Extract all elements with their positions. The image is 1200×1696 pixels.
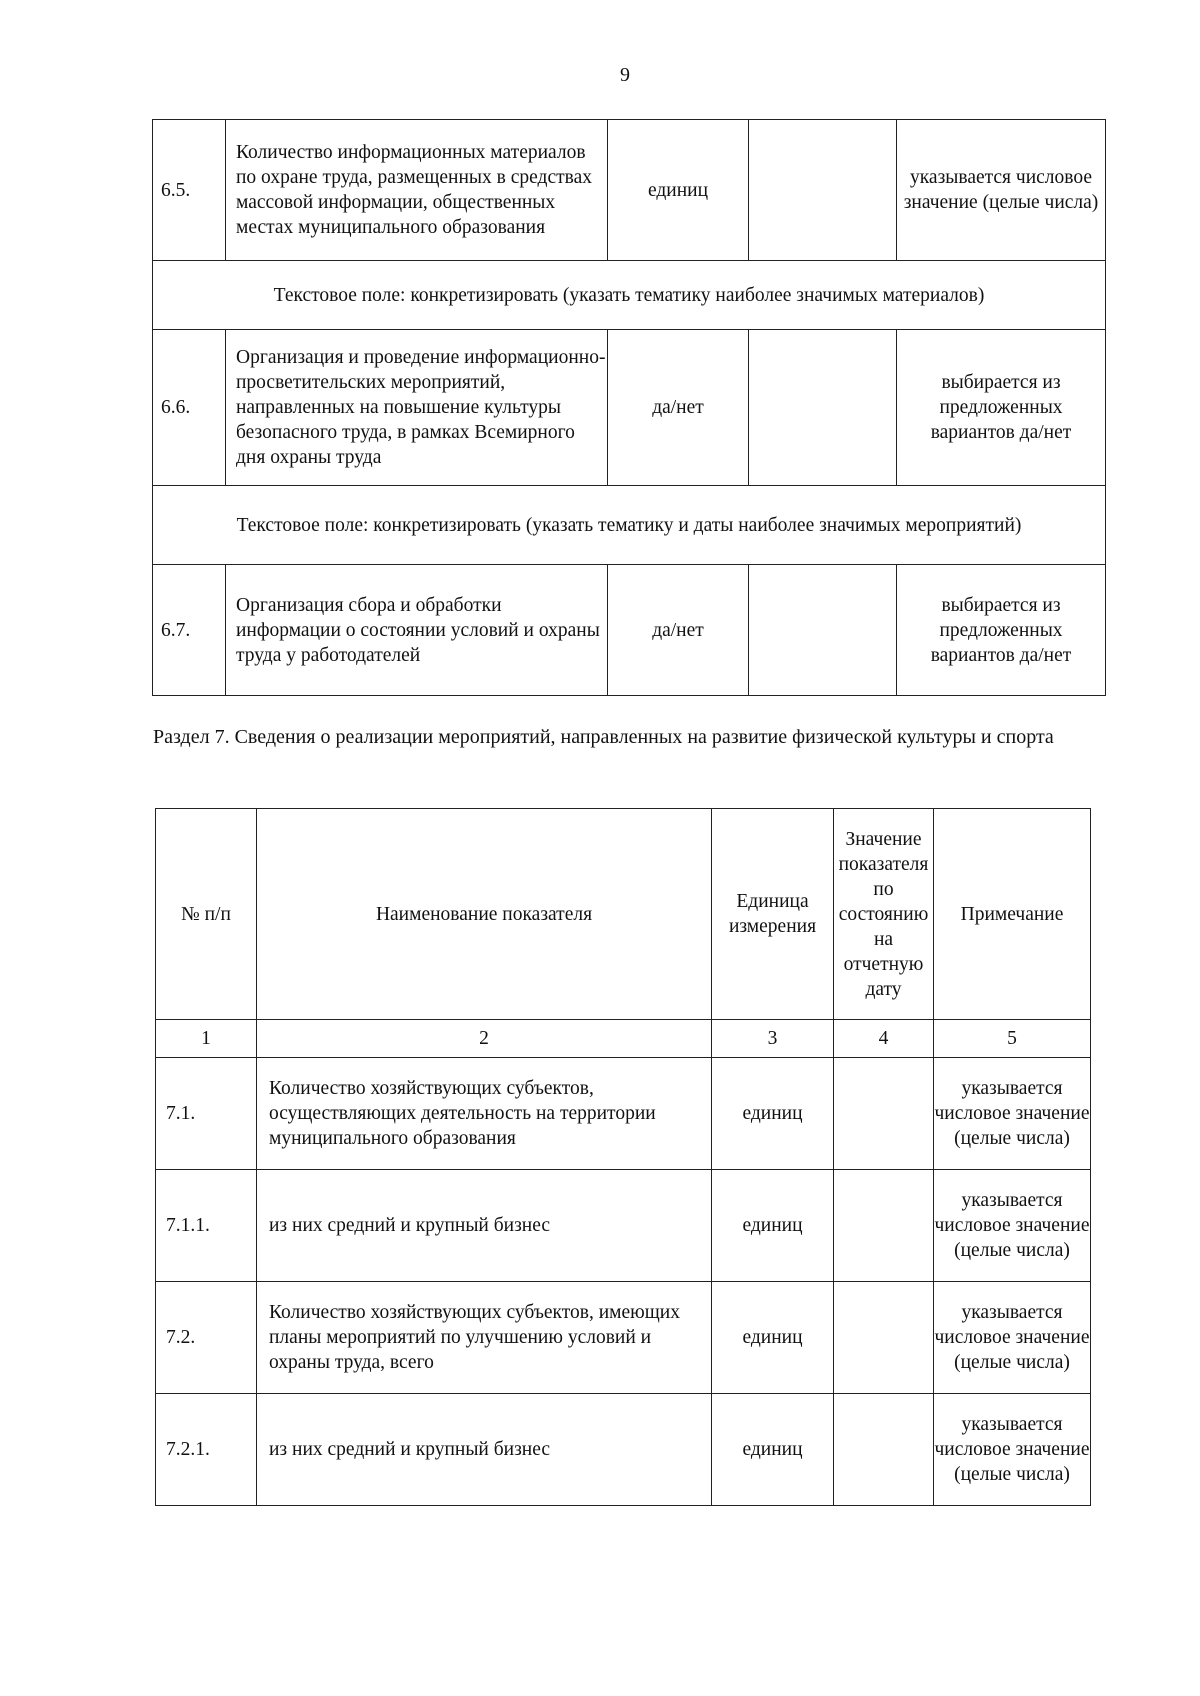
text-field-cell[interactable]: Текстовое поле: конкретизировать (указать тематику наиболее значимых материалов) bbox=[153, 261, 1106, 330]
indicator-name: Количество хозяйствующих субъектов, имеющих планы мероприятий по улучшению условий и охраны труда, всего bbox=[257, 1282, 712, 1394]
value-cell[interactable] bbox=[834, 1058, 934, 1170]
unit-cell: единиц bbox=[712, 1282, 834, 1394]
value-cell[interactable] bbox=[749, 565, 897, 696]
unit-cell: единиц bbox=[712, 1058, 834, 1170]
page-number: 9 bbox=[620, 64, 630, 86]
column-number: 3 bbox=[712, 1020, 834, 1058]
header-unit: Единица измерения bbox=[712, 809, 834, 1020]
unit-cell: единиц bbox=[608, 120, 749, 261]
row-number: 6.7. bbox=[153, 565, 226, 696]
note-cell: указывается числовое значение (целые числа) bbox=[934, 1058, 1091, 1170]
row-number: 7.2. bbox=[156, 1282, 257, 1394]
column-number: 1 bbox=[156, 1020, 257, 1058]
section-6-table bbox=[152, 119, 1106, 696]
section-7-table bbox=[155, 808, 1091, 1506]
table-row-6-5 bbox=[153, 120, 1106, 261]
header-name: Наименование показателя bbox=[257, 809, 712, 1020]
unit-cell: единиц bbox=[712, 1170, 834, 1282]
row-number: 7.1.1. bbox=[156, 1170, 257, 1282]
table-header-row bbox=[156, 809, 1091, 1020]
value-cell[interactable] bbox=[749, 330, 897, 486]
text-field-row bbox=[153, 261, 1106, 330]
table-row-7-2-1 bbox=[156, 1394, 1091, 1506]
table-row-6-6 bbox=[153, 330, 1106, 486]
row-number: 7.2.1. bbox=[156, 1394, 257, 1506]
note-cell: указывается числовое значение (целые числа) bbox=[934, 1394, 1091, 1506]
note-cell: выбирается из предложенных вариантов да/нет bbox=[897, 330, 1106, 486]
indicator-name: из них средний и крупный бизнес bbox=[257, 1170, 712, 1282]
table-row-6-7 bbox=[153, 565, 1106, 696]
table-row-7-1 bbox=[156, 1058, 1091, 1170]
unit-cell: да/нет bbox=[608, 330, 749, 486]
note-cell: указывается числовое значение (целые числа) bbox=[934, 1282, 1091, 1394]
indicator-name: Организация сбора и обработки информации о состоянии условий и охраны труда у работодателей bbox=[226, 565, 608, 696]
note-cell: указывается числовое значение (целые числа) bbox=[897, 120, 1106, 261]
header-number: № п/п bbox=[156, 809, 257, 1020]
indicator-name: из них средний и крупный бизнес bbox=[257, 1394, 712, 1506]
row-number: 7.1. bbox=[156, 1058, 257, 1170]
indicator-name: Количество хозяйствующих субъектов, осуществляющих деятельность на территории муниципального образования bbox=[257, 1058, 712, 1170]
value-cell[interactable] bbox=[749, 120, 897, 261]
indicator-name: Количество информационных материалов по охране труда, размещенных в средствах массовой информации, общественных местах муниципального образования bbox=[226, 120, 608, 261]
row-number: 6.5. bbox=[153, 120, 226, 261]
column-number: 2 bbox=[257, 1020, 712, 1058]
indicator-name: Организация и проведение информационно-просветительских мероприятий, направленных на повышение культуры безопасного труда, в рамках Всемирного дня охраны труда bbox=[226, 330, 608, 486]
column-number: 4 bbox=[834, 1020, 934, 1058]
note-cell: указывается числовое значение (целые числа) bbox=[934, 1170, 1091, 1282]
section-7-heading: Раздел 7. Сведения о реализации мероприятий, направленных на развитие физической культуры и спорта bbox=[153, 726, 1054, 748]
column-number-row bbox=[156, 1020, 1091, 1058]
row-number: 6.6. bbox=[153, 330, 226, 486]
header-value: Значение показателя по состоянию на отчетную дату bbox=[834, 809, 934, 1020]
text-field-cell[interactable]: Текстовое поле: конкретизировать (указать тематику и даты наиболее значимых мероприятий) bbox=[153, 486, 1106, 565]
unit-cell: единиц bbox=[712, 1394, 834, 1506]
unit-cell: да/нет bbox=[608, 565, 749, 696]
column-number: 5 bbox=[934, 1020, 1091, 1058]
table-row-7-2 bbox=[156, 1282, 1091, 1394]
value-cell[interactable] bbox=[834, 1394, 934, 1506]
table-row-7-1-1 bbox=[156, 1170, 1091, 1282]
value-cell[interactable] bbox=[834, 1282, 934, 1394]
header-note: Примечание bbox=[934, 809, 1091, 1020]
text-field-row bbox=[153, 486, 1106, 565]
note-cell: выбирается из предложенных вариантов да/нет bbox=[897, 565, 1106, 696]
value-cell[interactable] bbox=[834, 1170, 934, 1282]
